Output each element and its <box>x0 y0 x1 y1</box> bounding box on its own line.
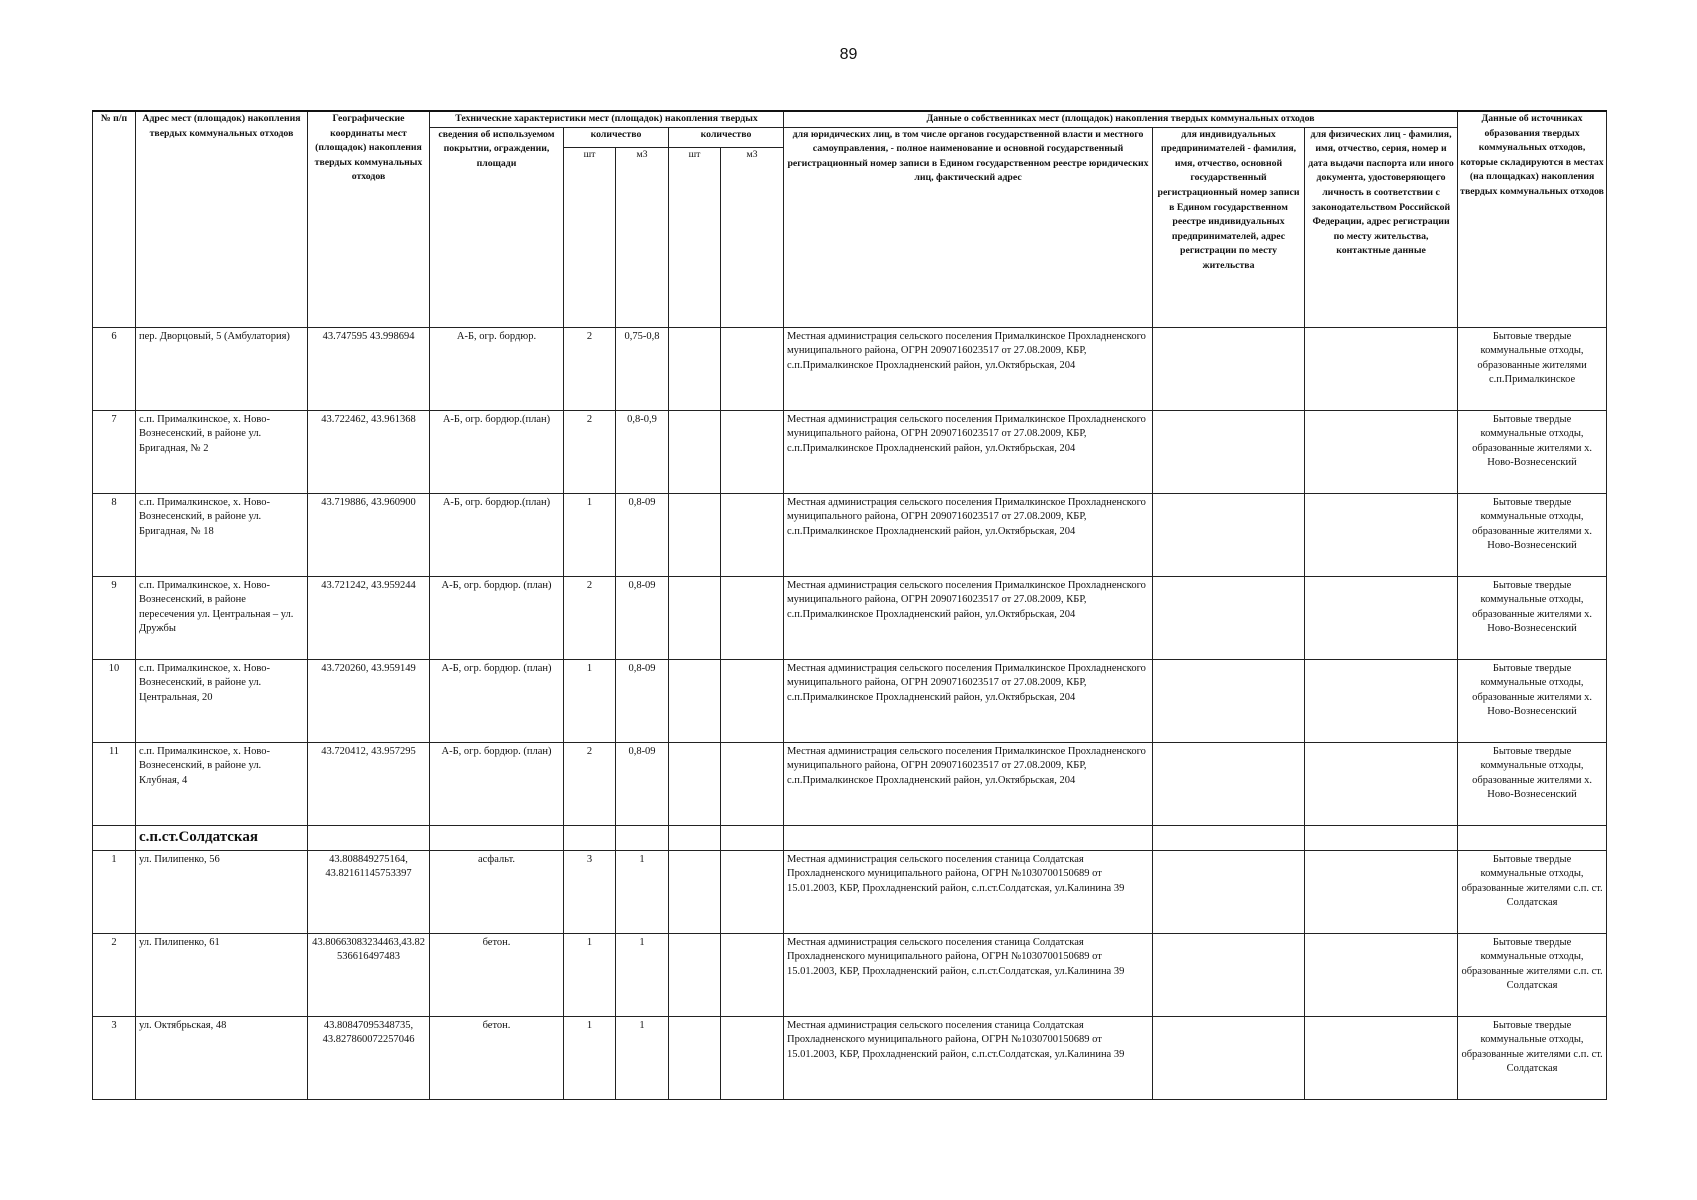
cell-pcs: 1 <box>564 659 616 742</box>
cell-owner-legal: Местная администрация сельского поселения станица Солдатская Прохладненского муниципального района, ОГРН №1030700150689 от 15.01.2003, КБР, Прохладненский район, с.п.ст.Солдатская, ул.Калинина 39 <box>784 933 1153 1016</box>
table-row <box>93 659 1607 742</box>
cell-owner-phys <box>1305 659 1458 742</box>
cell-num: 6 <box>93 327 136 410</box>
header-owners: Данные о собственниках мест (площадок) накопления твердых коммунальных отходов <box>784 111 1458 127</box>
cell-planned-pcs <box>669 933 721 1016</box>
section-cell <box>136 825 308 850</box>
cell-m3: 1 <box>616 933 669 1016</box>
cell-num: 2 <box>93 933 136 1016</box>
cell-source: Бытовые твердые коммунальные отходы, образованные жителями х. Ново-Вознесенский <box>1458 493 1607 576</box>
cell-planned-pcs <box>669 327 721 410</box>
cell-address: с.п. Прималкинское, х. Ново-Вознесенский, в районе ул. Центральная, 20 <box>136 659 308 742</box>
cell-num: 10 <box>93 659 136 742</box>
section-empty-cell <box>564 825 616 850</box>
cell-surface: А-Б, огр. бордюр. (план) <box>430 742 564 825</box>
cell-pcs: 2 <box>564 576 616 659</box>
cell-surface: бетон. <box>430 1016 564 1099</box>
cell-pcs: 1 <box>564 933 616 1016</box>
cell-planned-m3 <box>721 850 784 933</box>
cell-pcs: 3 <box>564 850 616 933</box>
section-empty-cell <box>721 825 784 850</box>
cell-address: с.п. Прималкинское, х. Ново-Вознесенский, в районе ул. Бригадная, № 18 <box>136 493 308 576</box>
cell-planned-pcs <box>669 493 721 576</box>
header-tech-count-placed-text: количество <box>590 128 642 140</box>
cell-owner-legal: Местная администрация сельского поселения Прималкинское Прохладненского муниципального района, ОГРН 2090716023517 от 27.08.2009, КБР, с.п.Прималкинское Прохладненский район, ул.Октябрьская, 204 <box>784 327 1153 410</box>
table-body <box>93 327 1607 1099</box>
cell-planned-m3 <box>721 933 784 1016</box>
cell-owner-legal: Местная администрация сельского поселения Прималкинское Прохладненского муниципального района, ОГРН 2090716023517 от 27.08.2009, КБР, с.п.Прималкинское Прохладненский район, ул.Октябрьская, 204 <box>784 659 1153 742</box>
cell-coords: 43.720412, 43.957295 <box>308 742 430 825</box>
cell-planned-m3 <box>721 493 784 576</box>
cell-coords: 43.80847095348735, 43.827860072257046 <box>308 1016 430 1099</box>
section-empty-cell <box>616 825 669 850</box>
cell-m3: 0,8-09 <box>616 576 669 659</box>
cell-address: пер. Дворцовый, 5 (Амбулатория) <box>136 327 308 410</box>
cell-source: Бытовые твердые коммунальные отходы, образованные жителями с.п.Прималкинское <box>1458 327 1607 410</box>
cell-owner-ip <box>1153 659 1305 742</box>
cell-owner-legal: Местная администрация сельского поселения Прималкинское Прохладненского муниципального района, ОГРН 2090716023517 от 27.08.2009, КБР, с.п.Прималкинское Прохладненский район, ул.Октябрьская, 204 <box>784 576 1153 659</box>
cell-owner-ip <box>1153 576 1305 659</box>
header-tech-text: Технические характеристики мест (площадок) накопления твердых <box>455 113 758 124</box>
section-empty-cell <box>1153 825 1305 850</box>
cell-surface: бетон. <box>430 933 564 1016</box>
cell-pcs: 2 <box>564 410 616 493</box>
cell-owner-ip <box>1153 410 1305 493</box>
cell-planned-pcs <box>669 576 721 659</box>
cell-pcs: 1 <box>564 1016 616 1099</box>
cell-address: ул. Пилипенко, 56 <box>136 850 308 933</box>
cell-planned-pcs <box>669 410 721 493</box>
cell-owner-phys <box>1305 742 1458 825</box>
header-address: Адрес мест (площадок) накопления твердых коммунальных отходов <box>136 111 308 327</box>
header-owners-legal: для юридических лиц, в том числе органов государственной власти и местного самоуправления, - полное наименование и основной государственный регистрационный номер записи в Едином государственном реестре юридических лиц, фактический адрес <box>784 127 1153 327</box>
cell-coords: 43.719886, 43.960900 <box>308 493 430 576</box>
table-header <box>93 111 1607 327</box>
cell-planned-m3 <box>721 659 784 742</box>
table-row <box>93 850 1607 933</box>
cell-num: 9 <box>93 576 136 659</box>
cell-coords: 43.722462, 43.961368 <box>308 410 430 493</box>
cell-planned-m3 <box>721 1016 784 1099</box>
cell-surface: А-Б, огр. бордюр.(план) <box>430 410 564 493</box>
cell-planned-pcs <box>669 659 721 742</box>
table-row <box>93 576 1607 659</box>
cell-owner-phys <box>1305 850 1458 933</box>
cell-m3: 0,8-09 <box>616 742 669 825</box>
cell-m3: 0,8-09 <box>616 493 669 576</box>
cell-source: Бытовые твердые коммунальные отходы, образованные жителями с.п. ст. Солдатская <box>1458 1016 1607 1099</box>
cell-m3: 1 <box>616 850 669 933</box>
cell-m3: 0,75-0,8 <box>616 327 669 410</box>
cell-owner-ip <box>1153 933 1305 1016</box>
header-owners-ip: для индивидуальных предпринимателей - фамилия, имя, отчество, основной государственный регистрационный номер записи в Едином государственном реестре индивидуальных предпринимателей, адрес регистрации по месту жительства <box>1153 127 1305 327</box>
cell-source: Бытовые твердые коммунальные отходы, образованные жителями с.п. ст. Солдатская <box>1458 850 1607 933</box>
cell-planned-pcs <box>669 850 721 933</box>
cell-address: с.п. Прималкинское, х. Ново-Вознесенский, в районе пересечения ул. Центральная – ул. Дружбы <box>136 576 308 659</box>
cell-owner-legal: Местная администрация сельского поселения Прималкинское Прохладненского муниципального района, ОГРН 2090716023517 от 27.08.2009, КБР, с.п.Прималкинское Прохладненский район, ул.Октябрьская, 204 <box>784 493 1153 576</box>
section-empty-cell <box>430 825 564 850</box>
cell-source: Бытовые твердые коммунальные отходы, образованные жителями х. Ново-Вознесенский <box>1458 742 1607 825</box>
section-empty-cell <box>784 825 1153 850</box>
section-title: с.п.ст.Солдатская <box>139 828 258 845</box>
cell-num: 1 <box>93 850 136 933</box>
cell-owner-legal: Местная администрация сельского поселения Прималкинское Прохладненского муниципального района, ОГРН 2090716023517 от 27.08.2009, КБР, с.п.Прималкинское Прохладненский район, ул.Октябрьская, 204 <box>784 742 1153 825</box>
cell-pcs: 2 <box>564 742 616 825</box>
cell-num: 8 <box>93 493 136 576</box>
section-empty-cell <box>1458 825 1607 850</box>
cell-owner-phys <box>1305 576 1458 659</box>
header-tech <box>430 111 784 127</box>
cell-source: Бытовые твердые коммунальные отходы, образованные жителями х. Ново-Вознесенский <box>1458 659 1607 742</box>
table-row <box>93 933 1607 1016</box>
cell-source: Бытовые твердые коммунальные отходы, образованные жителями с.п. ст. Солдатская <box>1458 933 1607 1016</box>
header-unit-pcs-planned: шт <box>669 147 721 327</box>
table-row <box>93 410 1607 493</box>
cell-surface: А-Б, огр. бордюр.(план) <box>430 493 564 576</box>
cell-coords: 43.721242, 43.959244 <box>308 576 430 659</box>
cell-owner-legal: Местная администрация сельского поселения Прималкинское Прохладненского муниципального района, ОГРН 2090716023517 от 27.08.2009, КБР, с.п.Прималкинское Прохладненский район, ул.Октябрьская, 204 <box>784 410 1153 493</box>
waste-sites-table <box>92 110 1607 1100</box>
table-row <box>93 742 1607 825</box>
cell-surface: асфальт. <box>430 850 564 933</box>
cell-address: с.п. Прималкинское, х. Ново-Вознесенский, в районе ул. Клубная, 4 <box>136 742 308 825</box>
header-num: № п/п <box>93 111 136 327</box>
cell-owner-phys <box>1305 327 1458 410</box>
header-owners-phys: для физических лиц - фамилия, имя, отчество, серия, номер и дата выдачи паспорта или иного документа, удостоверяющего личность в соответствии с законодательством Российской Федерации, адрес регистрации по месту жительства, контактные данные <box>1305 127 1458 327</box>
cell-address: с.п. Прималкинское, х. Ново-Вознесенский, в районе ул. Бригадная, № 2 <box>136 410 308 493</box>
cell-coords: 43.808849275164, 43.82161145753397 <box>308 850 430 933</box>
cell-planned-pcs <box>669 1016 721 1099</box>
cell-address: ул. Пилипенко, 61 <box>136 933 308 1016</box>
cell-source: Бытовые твердые коммунальные отходы, образованные жителями х. Ново-Вознесенский <box>1458 410 1607 493</box>
cell-planned-m3 <box>721 742 784 825</box>
cell-owner-ip <box>1153 493 1305 576</box>
cell-planned-pcs <box>669 742 721 825</box>
section-row <box>93 825 1607 850</box>
cell-surface: А-Б, огр. бордюр. (план) <box>430 576 564 659</box>
section-empty-cell <box>669 825 721 850</box>
cell-owner-legal: Местная администрация сельского поселения станица Солдатская Прохладненского муниципального района, ОГРН №1030700150689 от 15.01.2003, КБР, Прохладненский район, с.п.ст.Солдатская, ул.Калинина 39 <box>784 850 1153 933</box>
header-sources: Данные об источниках образования твердых коммунальных отходов, которые складируются в местах (на площадках) накопления твердых коммунальных отходов <box>1458 111 1607 327</box>
cell-owner-ip <box>1153 850 1305 933</box>
cell-planned-m3 <box>721 410 784 493</box>
section-num-cell <box>93 825 136 850</box>
cell-owner-phys <box>1305 933 1458 1016</box>
header-unit-m3-planned: м3 <box>721 147 784 327</box>
cell-num: 7 <box>93 410 136 493</box>
cell-m3: 0,8-09 <box>616 659 669 742</box>
cell-owner-ip <box>1153 1016 1305 1099</box>
header-tech-count-placed <box>564 127 669 147</box>
cell-owner-ip <box>1153 327 1305 410</box>
header-tech-count-planned <box>669 127 784 147</box>
cell-surface: А-Б, огр. бордюр. <box>430 327 564 410</box>
cell-m3: 0,8-0,9 <box>616 410 669 493</box>
cell-coords: 43.720260, 43.959149 <box>308 659 430 742</box>
cell-owner-legal: Местная администрация сельского поселения станица Солдатская Прохладненского муниципального района, ОГРН №1030700150689 от 15.01.2003, КБР, Прохладненский район, с.п.ст.Солдатская, ул.Калинина 39 <box>784 1016 1153 1099</box>
table-row <box>93 327 1607 410</box>
section-empty-cell <box>308 825 430 850</box>
header-coords: Географические координаты мест (площадок) накопления твердых коммунальных отходов <box>308 111 430 327</box>
cell-surface: А-Б, огр. бордюр. (план) <box>430 659 564 742</box>
cell-coords: 43.80663083234463,43.82536616497483 <box>308 933 430 1016</box>
header-tech-surface: сведения об используемом покрытии, ограждении, площади <box>430 127 564 327</box>
cell-pcs: 2 <box>564 327 616 410</box>
header-tech-count-planned-text: количество <box>700 128 752 140</box>
cell-owner-phys <box>1305 493 1458 576</box>
table-row <box>93 493 1607 576</box>
cell-source: Бытовые твердые коммунальные отходы, образованные жителями х. Ново-Вознесенский <box>1458 576 1607 659</box>
header-unit-m3-placed: м3 <box>616 147 669 327</box>
cell-address: ул. Октябрьская, 48 <box>136 1016 308 1099</box>
cell-planned-m3 <box>721 327 784 410</box>
cell-m3: 1 <box>616 1016 669 1099</box>
cell-owner-phys <box>1305 1016 1458 1099</box>
cell-planned-m3 <box>721 576 784 659</box>
cell-num: 3 <box>93 1016 136 1099</box>
cell-owner-ip <box>1153 742 1305 825</box>
table-row <box>93 1016 1607 1099</box>
page-number: 89 <box>839 46 858 63</box>
header-unit-pcs-placed: шт <box>564 147 616 327</box>
cell-coords: 43.747595 43.998694 <box>308 327 430 410</box>
section-empty-cell <box>1305 825 1458 850</box>
cell-pcs: 1 <box>564 493 616 576</box>
cell-num: 11 <box>93 742 136 825</box>
cell-owner-phys <box>1305 410 1458 493</box>
